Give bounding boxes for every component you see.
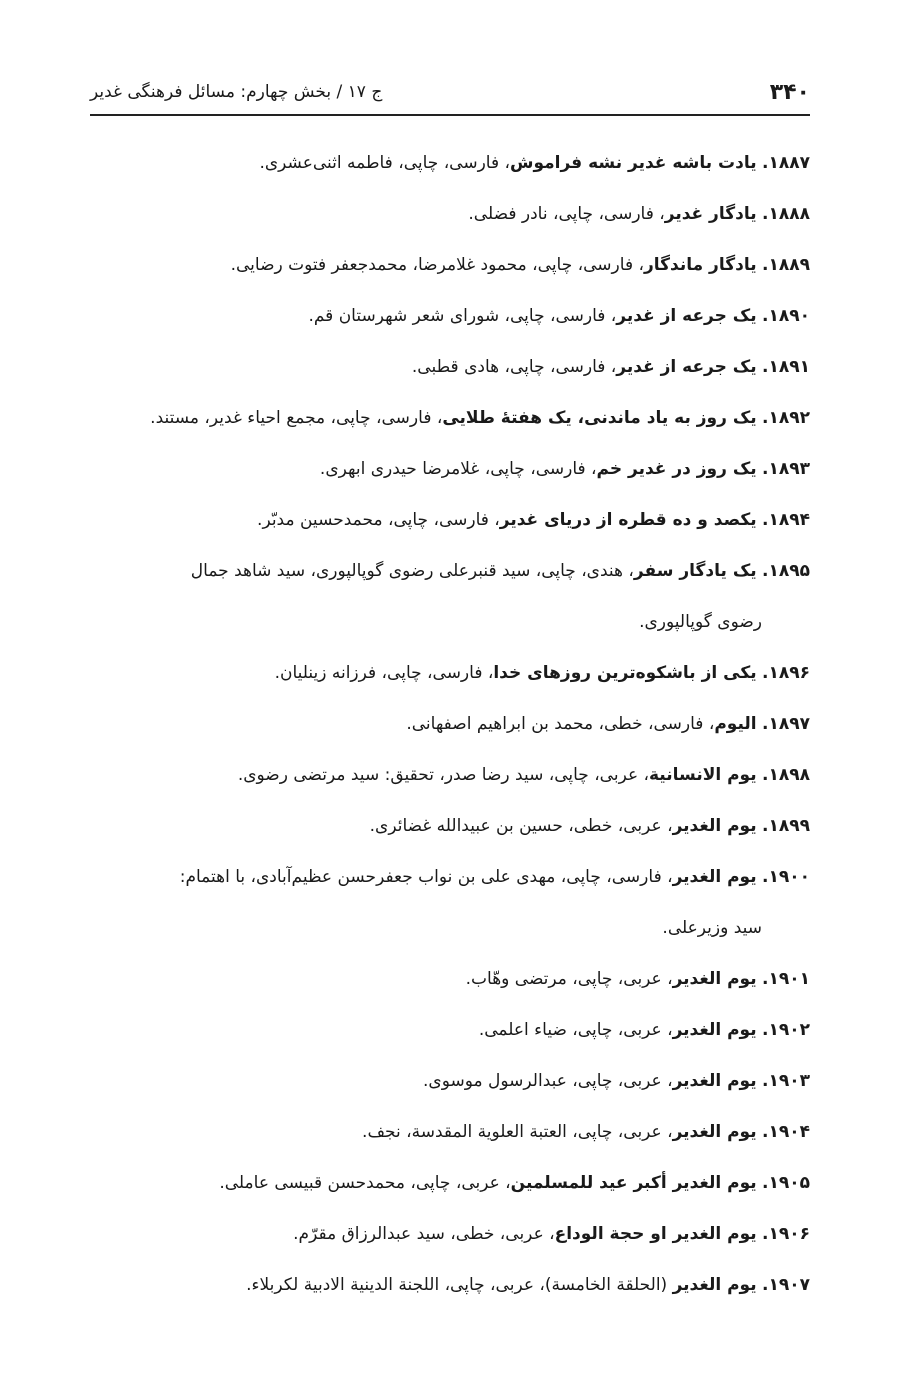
entry-title: یوم الغدیر bbox=[672, 867, 757, 887]
bibliography-entry bbox=[90, 444, 810, 495]
entry-number: ۱۹۰۱. bbox=[762, 969, 810, 989]
entry-details: ، فارسی، چاپی، محمود غلامرضا، محمدجعفر فتوت رضایی. bbox=[230, 255, 644, 275]
entry-number: ۱۸۹۴. bbox=[762, 510, 810, 530]
bibliography-entry bbox=[90, 240, 810, 291]
entry-details: ، عربی، چاپی، عبدالرسول موسوی. bbox=[423, 1071, 673, 1091]
entry-number: ۱۸۹۸. bbox=[762, 765, 810, 785]
bibliography-entry bbox=[90, 1158, 810, 1209]
entry-number: ۱۸۸۹. bbox=[762, 255, 810, 275]
entry-title: یوم الغدیر bbox=[672, 969, 757, 989]
entry-number: ۱۹۰۵. bbox=[762, 1173, 810, 1193]
entry-number: ۱۸۸۷. bbox=[762, 153, 810, 173]
entry-details: ، عربی، چاپی، العتبة العلویة المقدسة، نجف. bbox=[362, 1122, 673, 1142]
entry-title: یوم الانسانیة bbox=[649, 765, 757, 785]
page-header bbox=[90, 70, 810, 116]
entry-details: ، فارسی، چاپی، نادر فضلی. bbox=[468, 204, 665, 224]
bibliography-entry bbox=[90, 138, 810, 189]
entry-title: یوم الغدیر أکبر عید للمسلمین bbox=[510, 1173, 757, 1193]
bibliography-entry bbox=[90, 393, 810, 444]
entry-title: الیوم bbox=[714, 714, 757, 734]
entry-details: ، عربی، چاپی، ضیاء اعلمی. bbox=[478, 1020, 673, 1040]
entry-continuation: رضوی گوپالپوری. bbox=[639, 612, 762, 632]
running-title: ج ۱۷ / بخش چهارم: مسائل فرهنگی غدیر bbox=[90, 82, 383, 102]
entry-number: ۱۹۰۲. bbox=[762, 1020, 810, 1040]
entry-title: یکی از باشکوه‌ترین روزهای خدا bbox=[493, 663, 757, 683]
bibliography-entry bbox=[90, 1005, 810, 1056]
entry-number: ۱۸۹۵. bbox=[762, 561, 810, 581]
entry-continuation: سید وزیرعلی. bbox=[662, 918, 762, 938]
entry-details: ، عربی، چاپی، محمدحسن قبیسی عاملی. bbox=[219, 1173, 511, 1193]
bibliography-entry bbox=[90, 495, 810, 546]
entry-title: یادگار غدیر bbox=[664, 204, 757, 224]
book-page bbox=[90, 0, 810, 1390]
entry-title: یک جرعه از غدیر bbox=[616, 357, 757, 377]
entry-title: یک روز در غدیر خم bbox=[596, 459, 757, 479]
entry-number: ۱۹۰۰. bbox=[762, 867, 810, 887]
bibliography-entry bbox=[90, 1056, 810, 1107]
bibliography-list bbox=[90, 138, 810, 1311]
entry-number: ۱۸۹۷. bbox=[762, 714, 810, 734]
bibliography-entry bbox=[90, 852, 810, 954]
entry-title: یکصد و ده قطره از دریای غدیر bbox=[499, 510, 757, 530]
bibliography-entry bbox=[90, 954, 810, 1005]
entry-number: ۱۸۹۲. bbox=[762, 408, 810, 428]
entry-details: ، فارسی، خطی، محمد بن ابراهیم اصفهانی. bbox=[406, 714, 715, 734]
entry-title: یوم الغدیر bbox=[672, 816, 757, 836]
entry-title: یوم الغدیر bbox=[672, 1071, 757, 1091]
bibliography-entry bbox=[90, 342, 810, 393]
entry-title: یادت باشه غدیر نشه فراموش bbox=[510, 153, 757, 173]
entry-number: ۱۹۰۳. bbox=[762, 1071, 810, 1091]
entry-details: ، فارسی، چاپی، مجمع احیاء غدیر، مستند. bbox=[150, 408, 443, 428]
entry-number: ۱۸۹۳. bbox=[762, 459, 810, 479]
bibliography-entry bbox=[90, 1107, 810, 1158]
bibliography-entry bbox=[90, 699, 810, 750]
entry-title: یک یادگار سفر bbox=[633, 561, 757, 581]
entry-details: ، فارسی، چاپی، مهدی علی بن نواب جعفرحسن عظیم‌آبادی، با اهتمام: bbox=[179, 867, 673, 887]
entry-details: ، عربی، خطی، سید عبدالرزاق مقرّم. bbox=[293, 1224, 555, 1244]
entry-details: ، فارسی، چاپی، شورای شعر شهرستان قم. bbox=[308, 306, 617, 326]
entry-number: ۱۹۰۴. bbox=[762, 1122, 810, 1142]
entry-details: ، عربی، خطی، حسین بن عبیدالله غضائری. bbox=[369, 816, 673, 836]
bibliography-entry bbox=[90, 546, 810, 648]
bibliography-entry bbox=[90, 801, 810, 852]
entry-number: ۱۸۹۹. bbox=[762, 816, 810, 836]
page-number: ۳۴۰ bbox=[769, 79, 810, 105]
bibliography-entry bbox=[90, 291, 810, 342]
bibliography-entry bbox=[90, 648, 810, 699]
entry-number: ۱۸۸۸. bbox=[762, 204, 810, 224]
entry-number: ۱۹۰۷. bbox=[762, 1275, 810, 1295]
entry-details: ، فارسی، چاپی، فاطمه اثنی‌عشری. bbox=[259, 153, 510, 173]
entry-title: یوم الغدیر bbox=[672, 1122, 757, 1142]
entry-details: ، فارسی، چاپی، فرزانه زینلیان. bbox=[274, 663, 494, 683]
entry-number: ۱۹۰۶. bbox=[762, 1224, 810, 1244]
entry-title: یوم الغدیر bbox=[672, 1020, 757, 1040]
entry-details: (الحلقة الخامسة)، عربی، چاپی، اللجنة الدینیة الادبیة لکربلاء. bbox=[246, 1275, 673, 1295]
entry-details: ، فارسی، چاپی، هادی قطبی. bbox=[411, 357, 617, 377]
entry-number: ۱۸۹۶. bbox=[762, 663, 810, 683]
entry-title: یوم الغدیر او حجة الوداع bbox=[554, 1224, 757, 1244]
bibliography-entry bbox=[90, 1260, 810, 1311]
entry-details: ، عربی، چاپی، سید رضا صدر، تحقیق: سید مرتضی رضوی. bbox=[237, 765, 649, 785]
entry-number: ۱۸۹۱. bbox=[762, 357, 810, 377]
bibliography-entry bbox=[90, 750, 810, 801]
entry-details: ، فارسی، چاپی، غلامرضا حیدری ابهری. bbox=[319, 459, 597, 479]
entry-details: ، فارسی، چاپی، محمدحسین مدبّر. bbox=[257, 510, 500, 530]
bibliography-entry bbox=[90, 189, 810, 240]
entry-title: یادگار ماندگار bbox=[643, 255, 757, 275]
bibliography-entry bbox=[90, 1209, 810, 1260]
entry-title: یک روز به یاد ماندنی، یک هفتهٔ طلایی bbox=[442, 408, 757, 428]
entry-title: یک جرعه از غدیر bbox=[616, 306, 757, 326]
entry-details: ، عربی، چاپی، مرتضی وهّاب. bbox=[465, 969, 673, 989]
entry-number: ۱۸۹۰. bbox=[762, 306, 810, 326]
entry-title: یوم الغدیر bbox=[672, 1275, 757, 1295]
entry-details: ، هندی، چاپی، سید قنبرعلی رضوی گوپالپوری، سید شاهد جمال bbox=[190, 561, 634, 581]
